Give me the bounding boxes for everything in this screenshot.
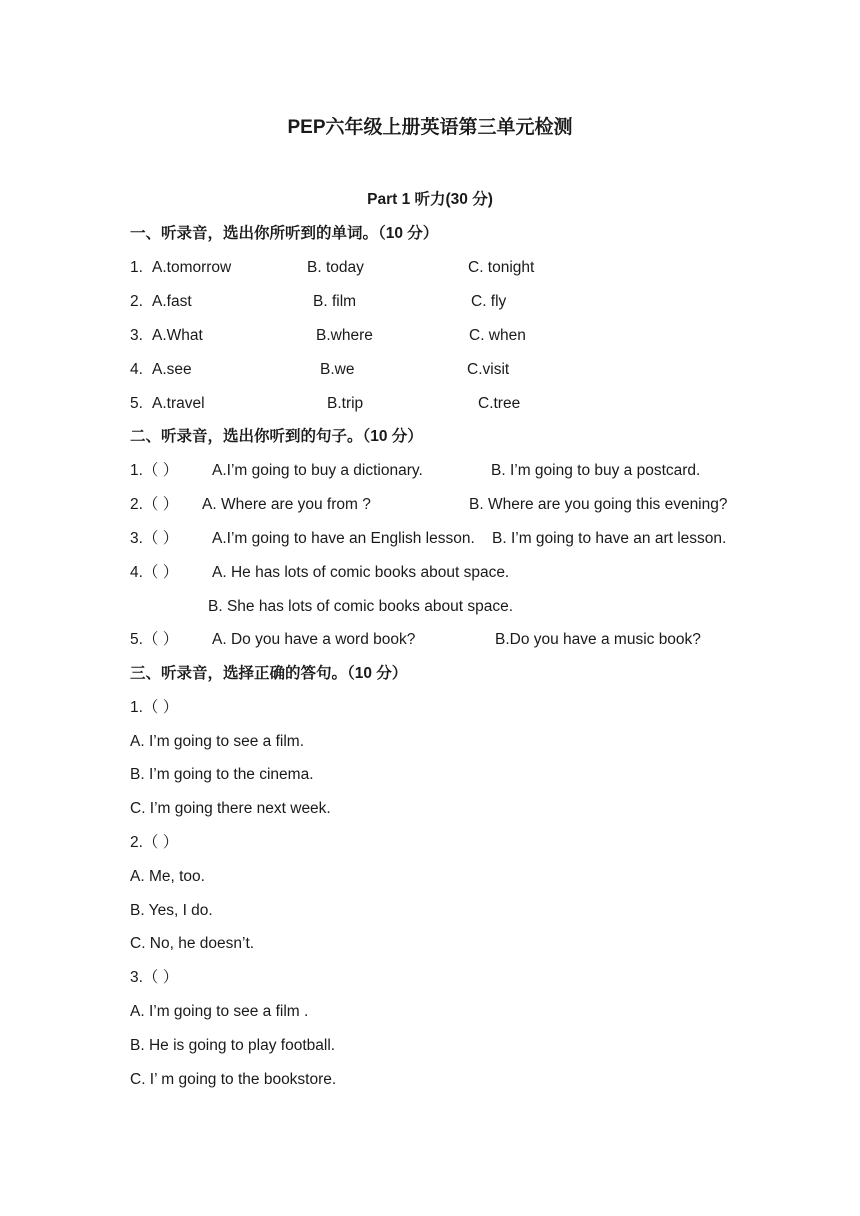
- option-c: C. No, he doesn’t.: [130, 935, 255, 952]
- option-a: A. Me, too.: [130, 868, 205, 885]
- section3-heading: 三、听录音，选择正确的答句。（10 分）: [130, 665, 408, 682]
- item-number: 2.: [130, 293, 143, 310]
- option-c: C. I’ m going to the bookstore.: [130, 1071, 337, 1088]
- item-number: 1.（ ）: [130, 462, 179, 479]
- section1-heading: 一、听录音，选出你所听到的单词。（10 分）: [130, 225, 439, 242]
- option-c: C. when: [469, 327, 526, 344]
- question-number: 3.（ ）: [130, 969, 179, 986]
- item-number: 5.（ ）: [130, 631, 179, 648]
- option-b: B.where: [316, 327, 373, 344]
- option-b: B. I’m going to have an art lesson.: [492, 530, 727, 547]
- page-title: PEP六年级上册英语第三单元检测: [287, 117, 573, 138]
- question-number: 1.（ ）: [130, 699, 179, 716]
- option-a: A.I’m going to buy a dictionary.: [212, 462, 423, 479]
- item-number: 5.: [130, 395, 143, 412]
- option-b: B.we: [320, 361, 355, 378]
- option-a: A. I’m going to see a film.: [130, 733, 305, 750]
- option-b: B. Yes, I do.: [130, 902, 213, 919]
- item-number: 4.（ ）: [130, 564, 179, 581]
- item-number: 4.: [130, 361, 143, 378]
- option-c: C. fly: [471, 293, 507, 310]
- option-a: A.What: [152, 327, 203, 344]
- item-number: 3.（ ）: [130, 530, 179, 547]
- option-a: A. Where are you from ?: [202, 496, 371, 513]
- option-b: B. film: [313, 293, 357, 310]
- option-a: A.tomorrow: [152, 259, 232, 276]
- option-a: A.see: [152, 361, 192, 378]
- option-b: B.Do you have a music book?: [495, 631, 701, 648]
- section2-heading: 二、听录音，选出你听到的句子。（10 分）: [130, 428, 423, 445]
- item-number: 2.（ ）: [130, 496, 179, 513]
- part-heading: Part 1 听力(30 分): [367, 191, 493, 208]
- option-b: B. I’m going to the cinema.: [130, 766, 314, 783]
- option-b: B. Where are you going this evening?: [469, 496, 728, 513]
- question-number: 2.（ ）: [130, 834, 179, 851]
- option-a: A. He has lots of comic books about space.: [212, 564, 510, 581]
- option-a: A.I’m going to have an English lesson.: [212, 530, 475, 547]
- option-b: B. He is going to play football.: [130, 1037, 336, 1054]
- option-c: C. I’m going there next week.: [130, 800, 331, 817]
- option-a: A.travel: [152, 395, 205, 412]
- option-b: B. I’m going to buy a postcard.: [491, 462, 701, 479]
- option-c: C.tree: [478, 395, 521, 412]
- option-c: C. tonight: [468, 259, 535, 276]
- item-number: 3.: [130, 327, 143, 344]
- option-b: B. today: [307, 259, 364, 276]
- option-b: B.trip: [327, 395, 364, 412]
- option-a: A.fast: [152, 293, 192, 310]
- option-b: B. She has lots of comic books about space.: [208, 598, 514, 615]
- option-a: A. Do you have a word book?: [212, 631, 416, 648]
- option-a: A. I’m going to see a film .: [130, 1003, 309, 1020]
- item-number: 1.: [130, 259, 143, 276]
- option-c: C.visit: [467, 361, 510, 378]
